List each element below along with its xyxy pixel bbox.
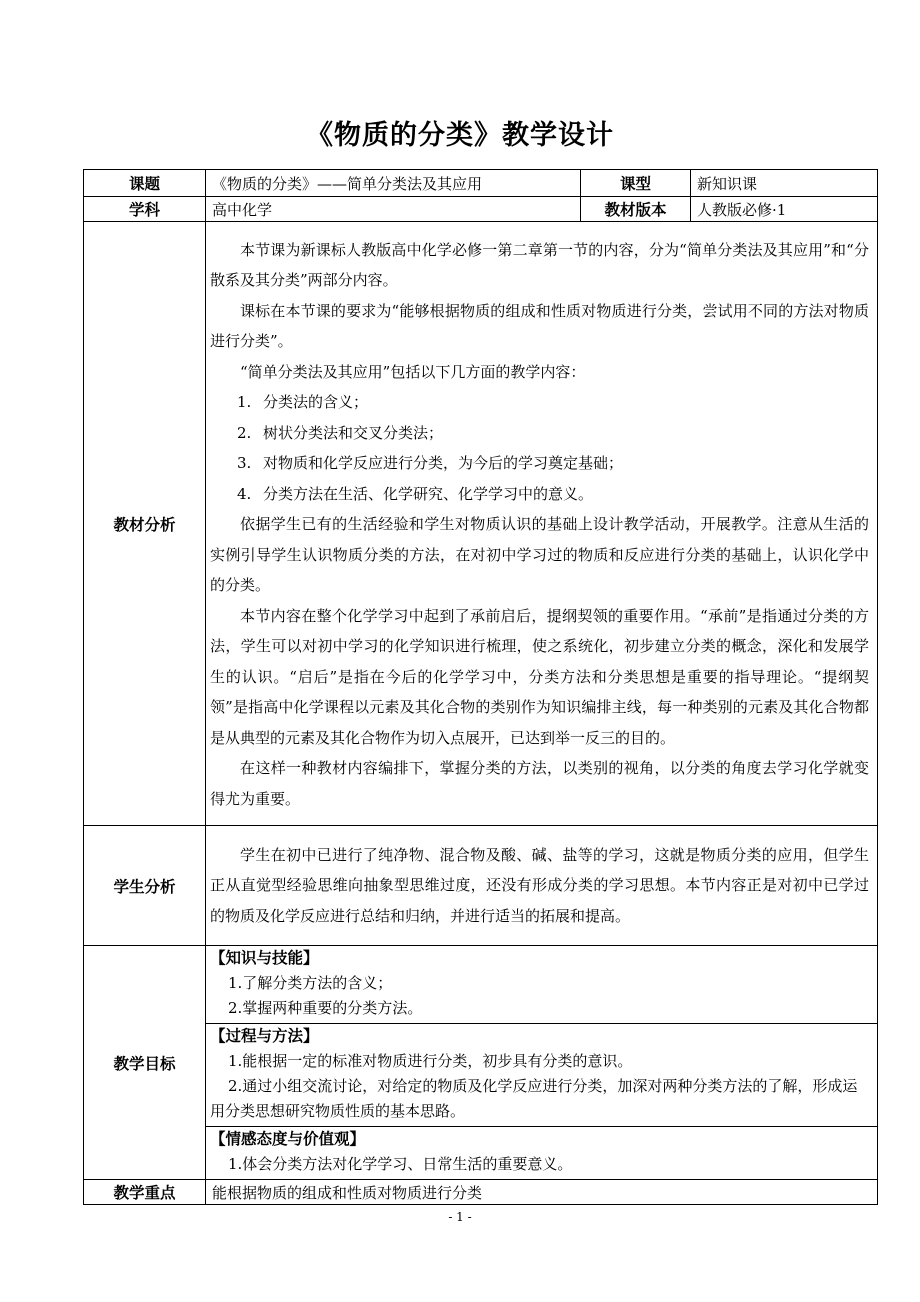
list-item <box>206 418 877 449</box>
list-item-number: 1. <box>237 393 252 412</box>
list-item-number: 3. <box>237 454 252 473</box>
list-item-number: 2. <box>237 423 252 442</box>
textbook-paragraph: 课标在本节课的要求为“能够根据物质的组成和性质对物质进行分类，尝试用不同的方法对物质进行分类”。 <box>210 301 869 351</box>
list-item-text: 对物质和化学反应进行分类，为今后的学习奠定基础； <box>263 454 624 473</box>
goal-section-knowledge <box>206 946 877 1024</box>
key-point-row <box>84 1180 878 1205</box>
textbook-analysis-content <box>206 222 878 826</box>
goal-line: 1.能根据一定的标准对物质进行分类，初步具有分类的意识。 <box>228 1052 633 1070</box>
list-item <box>206 448 877 479</box>
textbook-analysis-row <box>84 222 878 826</box>
lesson-plan-table <box>83 169 878 1205</box>
edition-value: 人教版必修·1 <box>691 197 878 222</box>
list-item-text: 分类方法在生活、化学研究、化学学习中的意义。 <box>263 484 594 503</box>
header-row-topic <box>84 170 878 197</box>
topic-value: 《物质的分类》——简单分类法及其应用 <box>206 170 581 197</box>
goal-section-attitude <box>206 1127 877 1179</box>
page-number: - 1 - <box>448 1210 472 1224</box>
teaching-goals-label: 教学目标 <box>84 946 206 1180</box>
page-title: 《物质的分类》教学设计 <box>306 120 614 151</box>
subject-value: 高中化学 <box>206 197 581 222</box>
list-item <box>206 387 877 418</box>
subject-label: 学科 <box>84 197 206 222</box>
list-item-number: 4. <box>237 484 252 503</box>
goal-line: 1.了解分类方法的含义； <box>228 974 393 992</box>
textbook-paragraph: 本节课为新课标人教版高中化学必修一第二章第一节的内容，分为“简单分类法及其应用”和“分散系及其分类”两部分内容。 <box>210 240 869 290</box>
key-point-label: 教学重点 <box>84 1180 206 1205</box>
list-item-text: 分类法的含义； <box>263 393 369 412</box>
lesson-type-label: 课型 <box>581 170 691 197</box>
teaching-goals-content <box>206 946 878 1180</box>
lesson-type-value: 新知识课 <box>691 170 878 197</box>
textbook-analysis-label: 教材分析 <box>84 222 206 826</box>
edition-label: 教材版本 <box>581 197 691 222</box>
goal-heading: 【过程与方法】 <box>210 1027 319 1045</box>
student-analysis-row <box>84 826 878 946</box>
goal-heading: 【情感态度与价值观】 <box>210 1130 366 1148</box>
textbook-paragraph: 依据学生已有的生活经验和学生对物质认识的基础上设计教学活动，开展教学。注意从生活的实例引导学生认识物质分类的方法，在对初中学习过的物质和反应进行分类的基础上，认识化学中的分类。 <box>210 515 869 595</box>
goal-heading: 【知识与技能】 <box>210 949 319 967</box>
topic-label: 课题 <box>84 170 206 197</box>
goal-section-process <box>206 1024 877 1127</box>
textbook-paragraph: 在这样一种教材内容编排下，掌握分类的方法，以类别的视角，以分类的角度去学习化学就变得尤为重要。 <box>210 759 869 808</box>
list-item <box>206 479 877 510</box>
textbook-paragraph: 本节内容在整个化学学习中起到了承前启后，提纲契领的重要作用。“承前”是指通过分类的方法，学生可以对初中学习的化学知识进行梳理，使之系统化，初步建立分类的概念，深化和发展学生的认识。“启后”是指在今后的化学学习中，分类方法和分类思想是重要的指导理论。“提纲契领”是指高中化学课程以元素及其化合物的类别作为知识编排主线，每一种类别的元素及其化合物都是从典型的元素及其化合物作为切入点展开，已达到举一反三的目的。 <box>210 606 869 747</box>
key-point-value: 能根据物质的组成和性质对物质进行分类 <box>206 1180 878 1205</box>
student-analysis-label: 学生分析 <box>84 826 206 946</box>
goal-line: 1.体会分类方法对化学学习、日常生活的重要意义。 <box>228 1155 573 1173</box>
goal-line: 2.通过小组交流讨论，对给定的物质及化学反应进行分类，加深对两种分类方法的了解，形成运用分类思想研究物质性质的基本思路。 <box>210 1077 858 1120</box>
list-item-text: 树状分类法和交叉分类法； <box>263 423 444 442</box>
teaching-goals-row <box>84 946 878 1180</box>
textbook-paragraph: “简单分类法及其应用”包括以下几方面的教学内容： <box>240 362 586 381</box>
student-analysis-content <box>206 826 878 946</box>
goal-line: 2.掌握两种重要的分类方法。 <box>228 999 423 1017</box>
header-row-subject <box>84 197 878 222</box>
student-paragraph: 学生在初中已进行了纯净物、混合物及酸、碱、盐等的学习，这就是物质分类的应用，但学生正从直觉型经验思维向抽象型思维过度，还没有形成分类的学习思想。本节内容正是对初中已学过的物质及化学反应进行总结和归纳，并进行适当的拓展和提高。 <box>210 845 869 925</box>
